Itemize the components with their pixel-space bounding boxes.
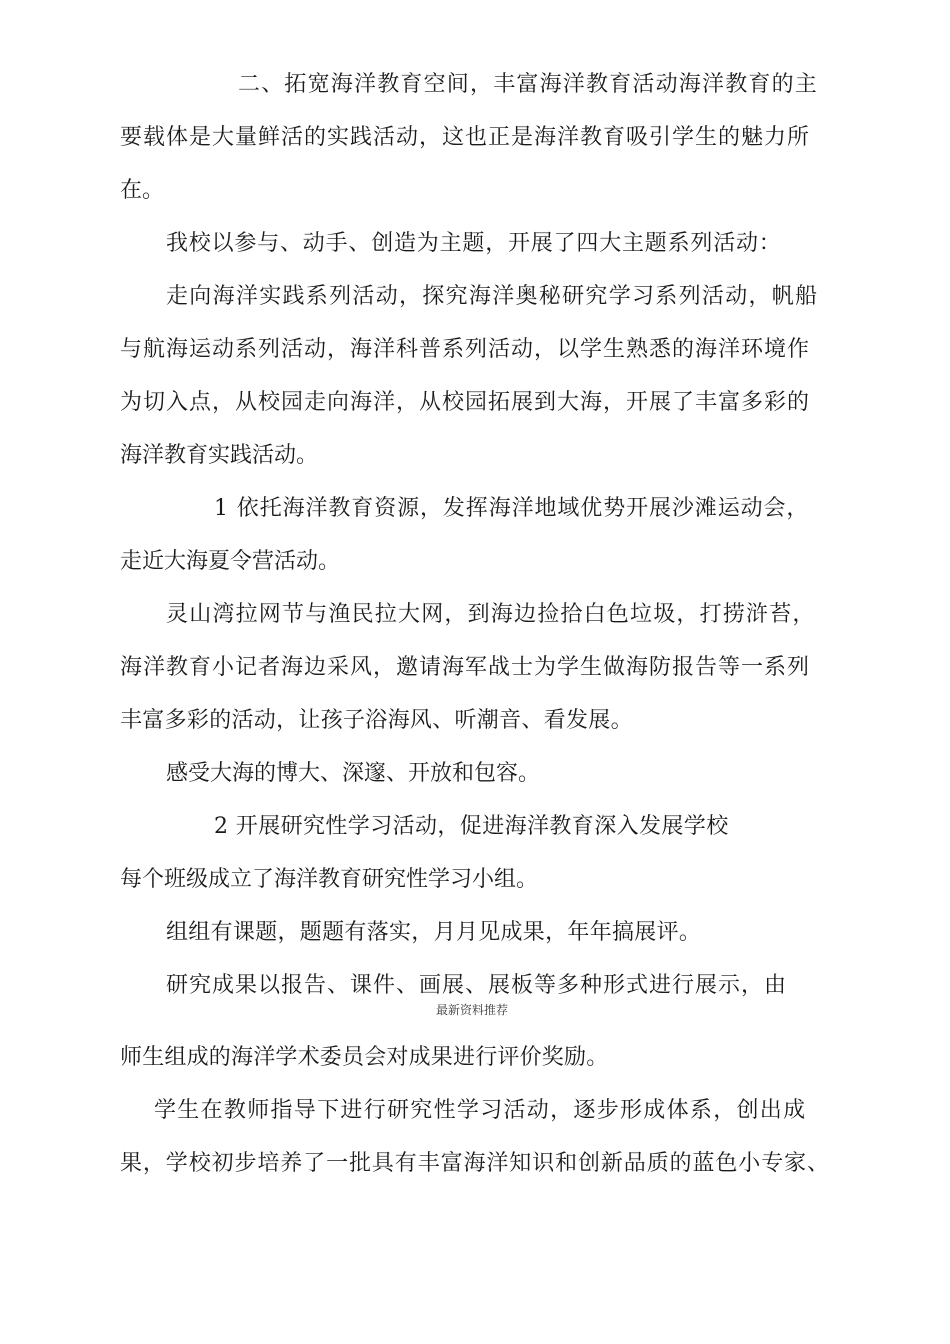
text-line-14: 感受大海的博大、深邃、开放和包容。 (166, 761, 541, 786)
text-line-2: 要载体是大量鲜活的实践活动，这也正是海洋教育吸引学生的魅力所 (120, 125, 811, 150)
text-line-5: 走向海洋实践系列活动，探究海洋奥秘研究学习系列活动，帆船 (166, 284, 819, 309)
text-line-10: 走近大海夏令营活动。 (120, 549, 341, 574)
text-line-15: 2 开展研究性学习活动，促进海洋教育深入发展学校 (214, 814, 729, 839)
text-line-20: 学生在教师指导下进行研究性学习活动，逐步形成体系，创出成 (154, 1098, 807, 1123)
text-line-1: 二、拓宽海洋教育空间，丰富海洋教育活动海洋教育的主 (238, 72, 819, 97)
text-line-4: 我校以参与、动手、创造为主题，开展了四大主题系列活动： (166, 231, 782, 256)
text-line-21: 果，学校初步培养了一批具有丰富海洋知识和创新品质的蓝色小专家、 (120, 1151, 830, 1176)
text-line-18: 研究成果以报告、课件、画展、展板等多种形式进行展示，由 (166, 973, 788, 998)
text-line-16: 每个班级成立了海洋教育研究性学习小组。 (120, 867, 539, 892)
text-line-6: 与航海运动系列活动，海洋科普系列活动，以学生熟悉的海洋环境作 (120, 337, 811, 362)
text-line-8: 海洋教育实践活动。 (120, 443, 319, 468)
text-line-17: 组组有课题，题题有落实，月月见成果，年年搞展评。 (166, 920, 702, 945)
text-line-19: 师生组成的海洋学术委员会对成果进行评价奖励。 (120, 1045, 609, 1070)
text-line-11: 灵山湾拉网节与渔民拉大网，到海边捡拾白色垃圾，打捞浒苔， (166, 602, 816, 627)
text-line-3: 在。 (120, 178, 165, 203)
page-footer: 最新资料推荐 (436, 1003, 509, 1017)
text-line-7: 为切入点，从校园走向海洋，从校园拓展到大海，开展了丰富多彩的 (120, 390, 811, 415)
text-line-9: 1 依托海洋教育资源，发挥海洋地域优势开展沙滩运动会， (214, 496, 810, 521)
text-line-12: 海洋教育小记者海边采风，邀请海军战士为学生做海防报告等一系列 (120, 655, 811, 680)
text-line-13: 丰富多彩的活动，让孩子浴海风、听潮音、看发展。 (120, 708, 633, 733)
